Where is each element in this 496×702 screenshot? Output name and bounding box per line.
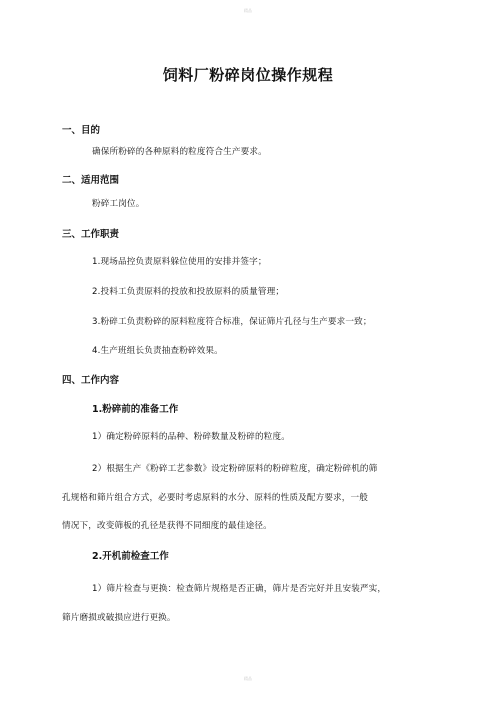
header-watermark: 精品	[244, 8, 252, 13]
subsection-heading-precheck: 2.开机前检查工作	[92, 551, 169, 562]
duty-item: 1.现场品控负责原料躲位使用的安排并签字；	[92, 257, 267, 267]
document-title: 饲料厂粉碎岗位操作规程	[162, 66, 334, 84]
section-text-purpose: 确保所粉碎的各种原料的粒度符合生产要求。	[92, 147, 267, 157]
subsection-heading-preparation: 1.粉碎前的准备工作	[92, 404, 179, 415]
section-heading-purpose: 一、目的	[62, 125, 101, 136]
precheck-step-1-line: 1）筛片检查与更换：检查筛片规格是否正确，筛片是否完好并且安装严实，	[92, 584, 387, 594]
section-heading-scope: 二、适用范围	[62, 175, 120, 186]
footer-watermark: 精品	[244, 676, 252, 681]
preparation-step-2-line: 孔规格和筛片组合方式，必要时考虑原料的水分、原料的性质及配方要求，一般	[62, 493, 369, 503]
preparation-step-2-line: 2）根据生产《粉碎工艺参数》设定粉碎原料的粉碎粒度，确定粉碎机的筛	[92, 464, 378, 474]
preparation-step-2-line: 情况下，改变筛板的孔径是获得不同细度的最佳途径。	[62, 521, 272, 531]
preparation-step-1: 1）确定粉碎原料的品种、粉碎数量及粉碎的粒度。	[92, 432, 290, 442]
precheck-step-1-line: 筛片磨损或破损应进行更换。	[62, 613, 176, 623]
duty-item: 3.粉碎工负责粉碎的原料粒度符合标准，保证筛片孔径与生产要求一致；	[92, 317, 372, 327]
section-text-scope: 粉碎工岗位。	[92, 199, 145, 209]
section-heading-duties: 三、工作职责	[62, 229, 120, 240]
section-heading-content: 四、工作内容	[62, 375, 120, 386]
duty-item: 2.投料工负责原料的投放和投放原料的质量管理；	[92, 287, 285, 297]
duty-item: 4.生产班组长负责抽查粉碎效果。	[92, 346, 223, 356]
